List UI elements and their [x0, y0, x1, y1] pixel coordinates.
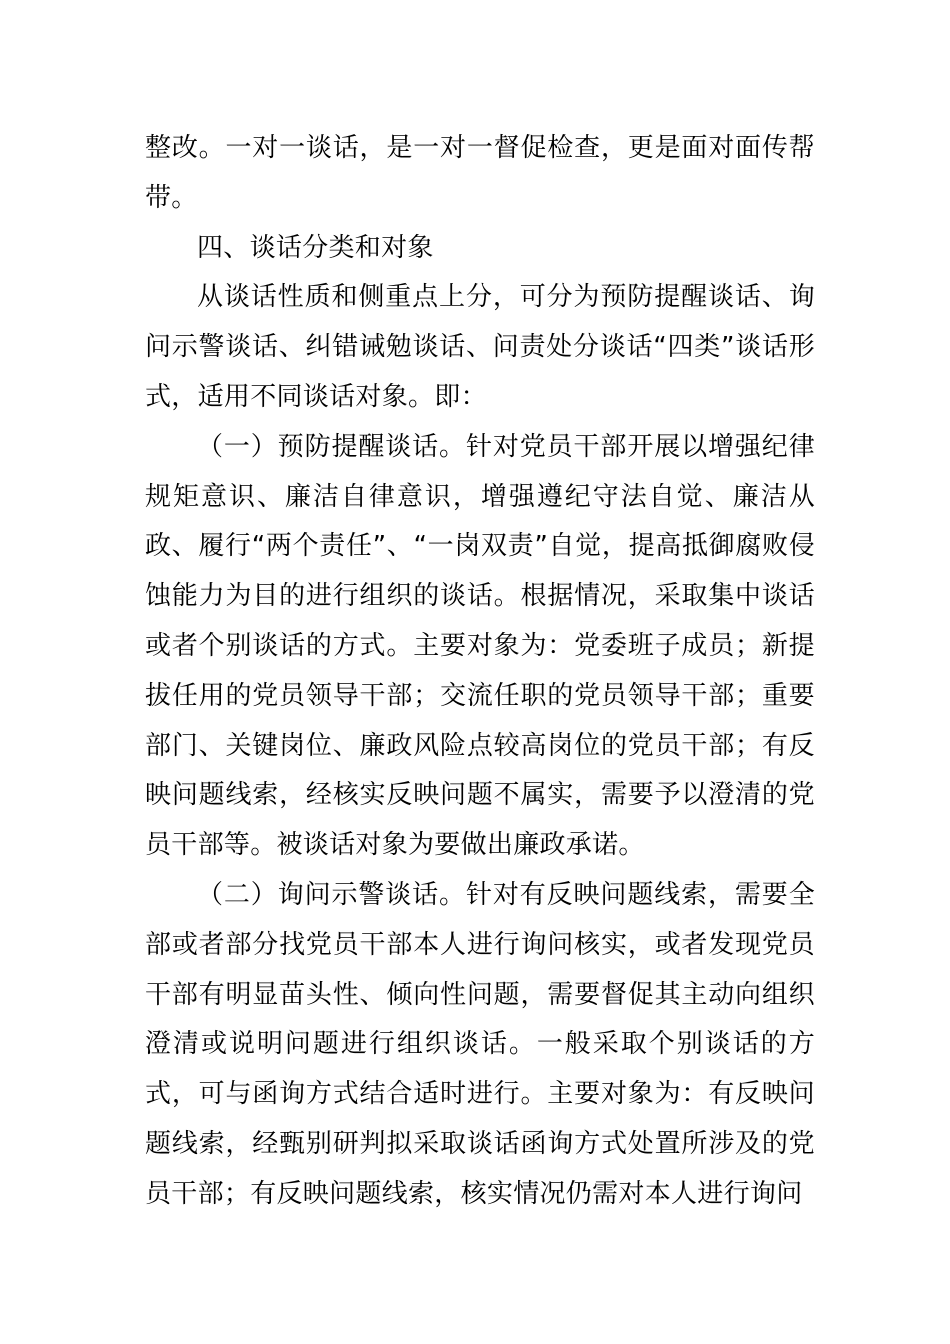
- section-heading: 四、谈话分类和对象: [197, 232, 434, 263]
- paragraph-inquiry-talk: （二）询问示警谈话。针对有反映问题线索，需要全部或者部分找党员干部本人进行询问核实，或者发现党员干部有明显苗头性、倾向性问题，需要督促其主动向组织澄清或说明问题进行组织谈话。一般采取个别谈话的方式，可与函询方式结合适时进行。主要对象为：有反映问题线索，经甄别研判拟采取谈话函询方式处置所涉及的党员干部；有反映问题线索，核实情况仍需对本人进行询问: [145, 879, 815, 1209]
- document-body: [145, 124, 815, 1220]
- paragraph-prevention-talk: （一）预防提醒谈话。针对党员干部开展以增强纪律规矩意识、廉洁自律意识，增强遵纪守法自觉、廉洁从政、履行“两个责任”、“一岗双责”自觉，提高抵御腐败侵蚀能力为目的进行组织的谈话。根据情况，采取集中谈话或者个别谈话的方式。主要对象为：党委班子成员；新提拔任用的党员领导干部；交流任职的党员领导干部；重要部门、关键岗位、廉政风险点较高岗位的党员干部；有反映问题线索，经核实反映问题不属实，需要予以澄清的党员干部等。被谈话对象为要做出廉政承诺。: [145, 431, 815, 861]
- paragraph-continuation: 整改。一对一谈话，是一对一督促检查，更是面对面传帮带。: [145, 133, 815, 213]
- paragraph-intro: 从谈话性质和侧重点上分，可分为预防提醒谈话、询问示警谈话、纠错诫勉谈话、问责处分谈话“四类”谈话形式，适用不同谈话对象。即：: [145, 282, 815, 412]
